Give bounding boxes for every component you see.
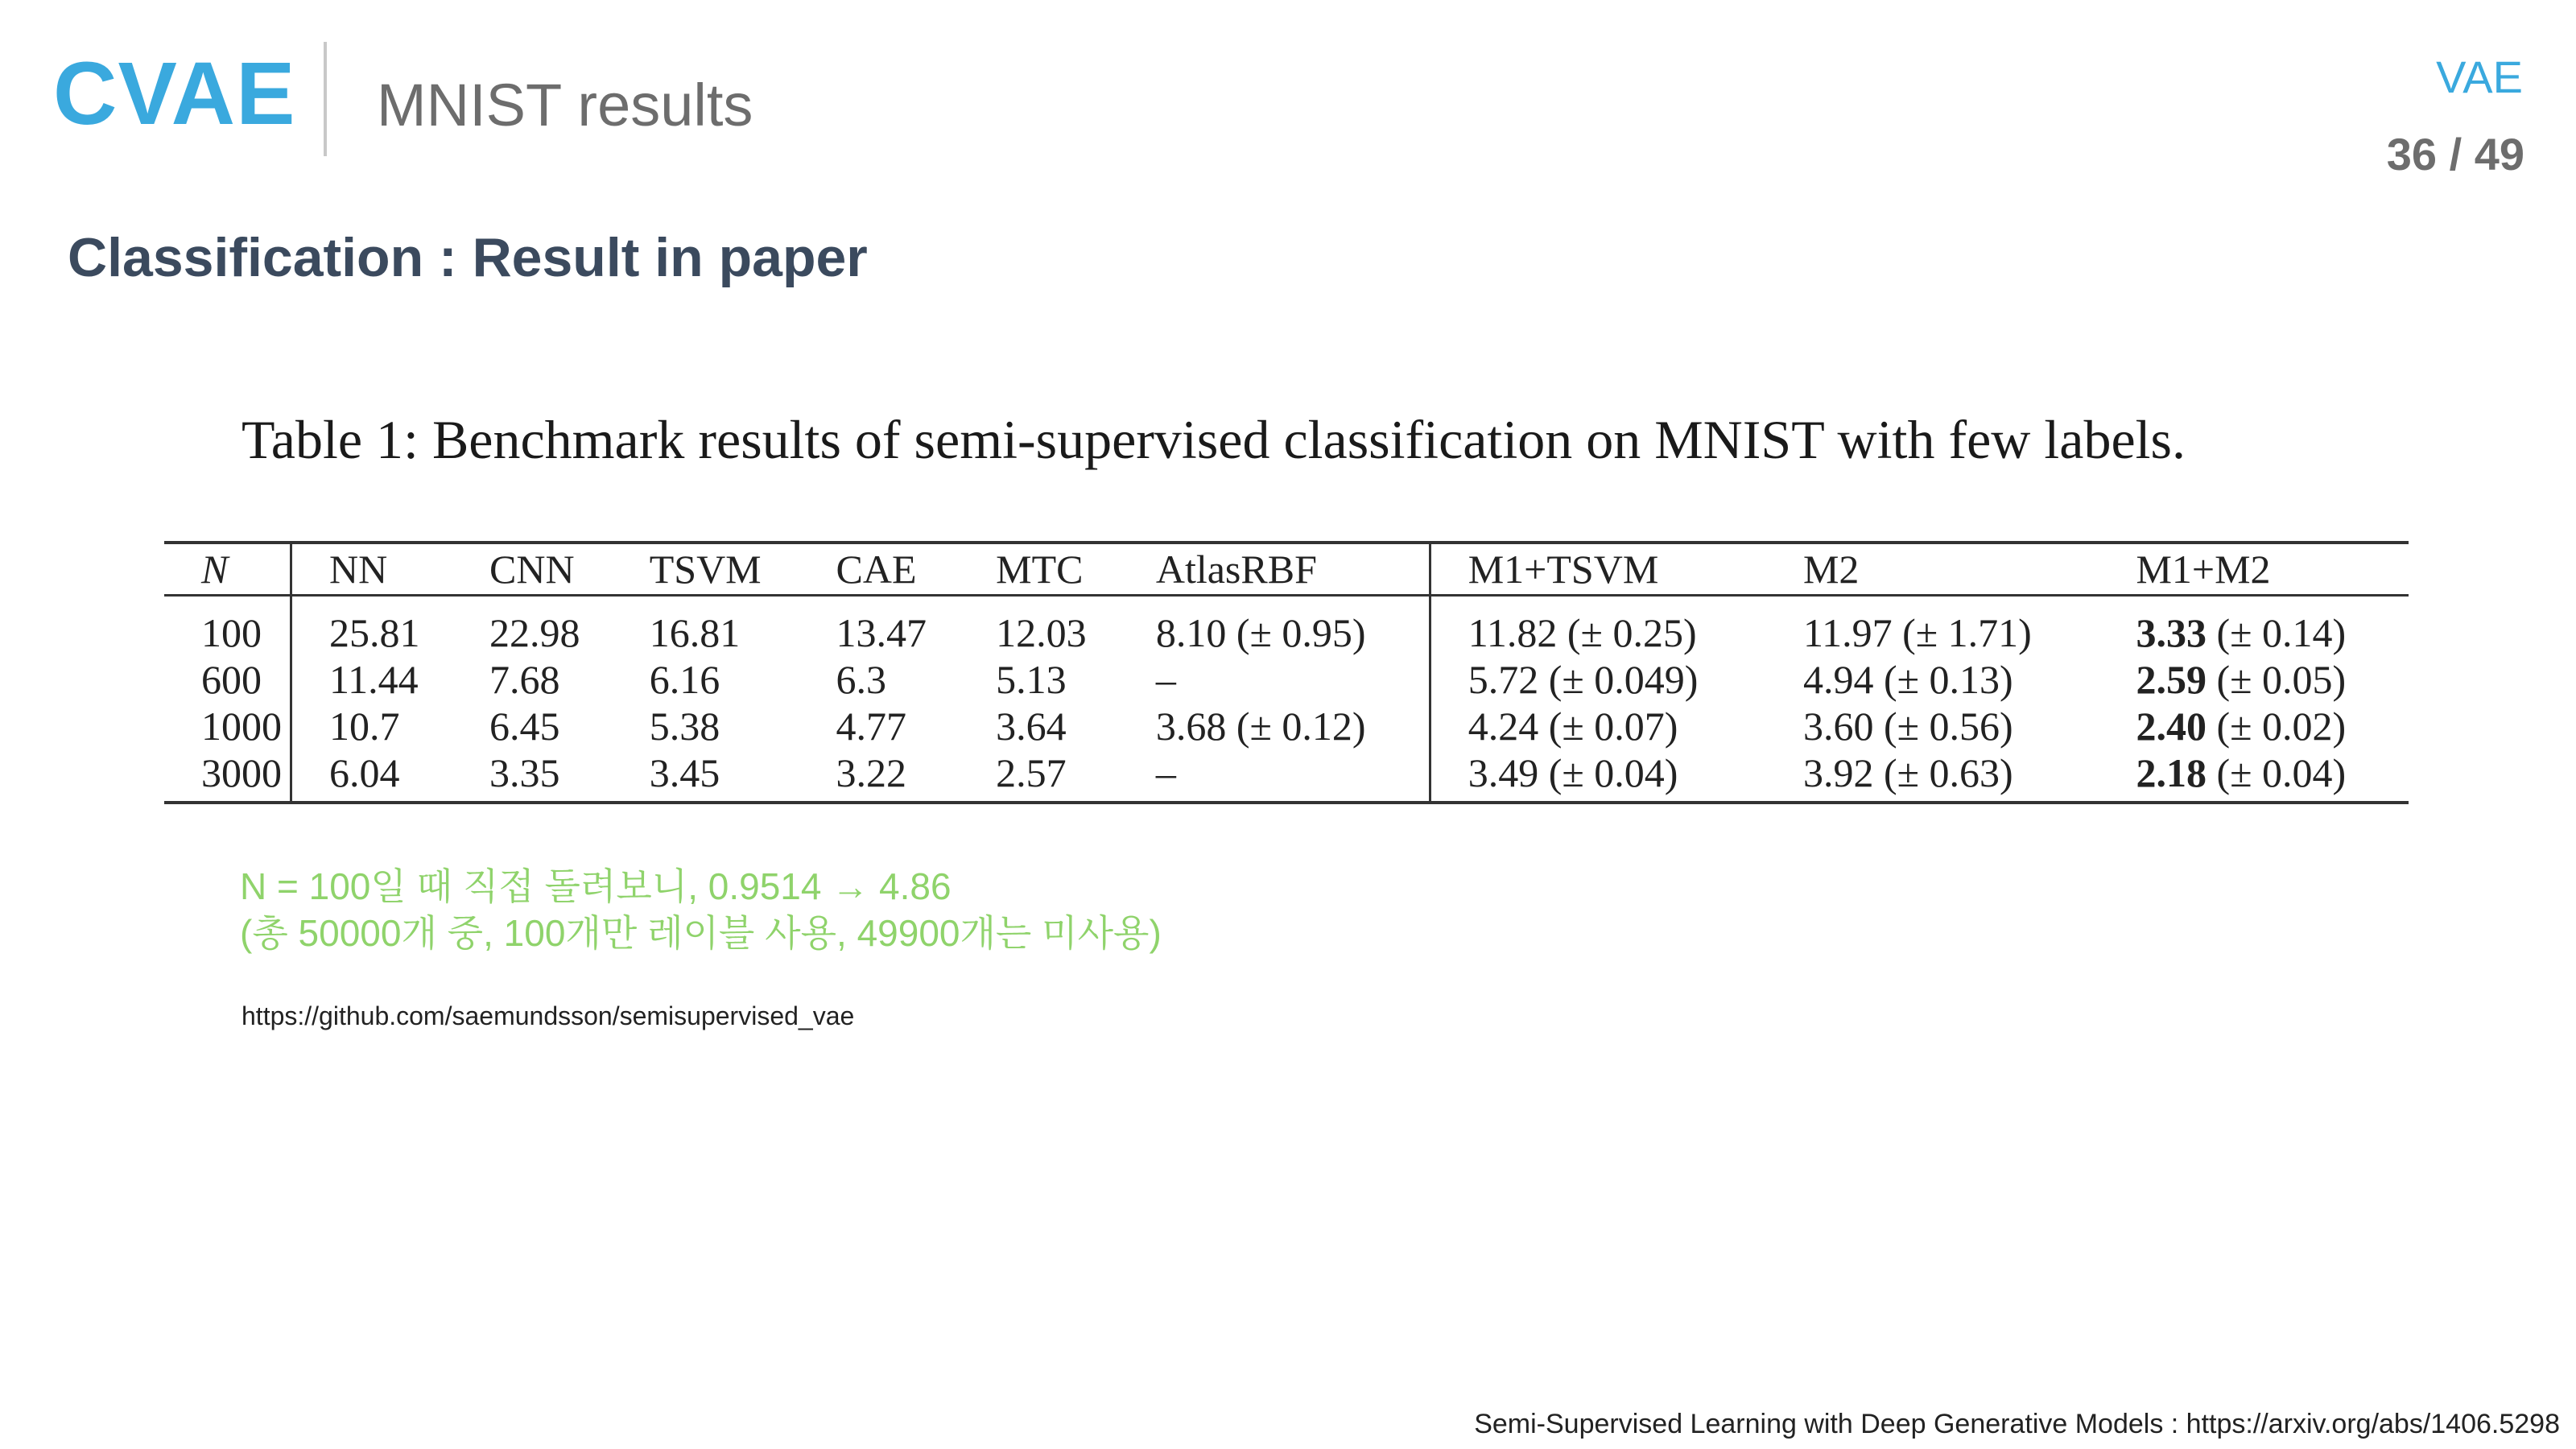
brand-title: CVAE <box>53 44 296 143</box>
paper-reference[interactable]: Semi-Supervised Learning with Deep Generative Models : https://arxiv.org/abs/1406.5298 <box>1474 1409 2560 1439</box>
title-divider <box>324 42 327 156</box>
table-row <box>164 596 2409 657</box>
experiment-note-detail: (총 50000개 중, 100개만 레이블 사용, 49900개는 미사용) <box>240 912 1162 954</box>
column-header: CAE <box>799 543 960 596</box>
column-header: M2 <box>1766 543 2099 596</box>
table-cell-best <box>2099 703 2409 749</box>
column-header: MTC <box>959 543 1119 596</box>
column-header: NN <box>291 543 453 596</box>
table-cell: 5.13 <box>996 657 1067 702</box>
table-cell: 3.92 (± 0.63) <box>1802 750 2013 795</box>
table-cell: 3.45 <box>649 750 720 795</box>
table-row <box>164 749 2409 803</box>
table-cell: 6.45 <box>489 704 560 749</box>
table-cell: 3.49 (± 0.04) <box>1430 749 1766 803</box>
table-cell: 16.81 <box>649 610 741 655</box>
table-cell: 22.98 <box>489 610 580 655</box>
table-cell: 100 <box>164 596 291 657</box>
table-cell-best <box>2099 596 2409 657</box>
table-cell: 3.35 <box>489 750 560 795</box>
table-cell: 5.72 (± 0.049) <box>1430 656 1766 703</box>
column-header: AtlasRBF <box>1119 543 1430 596</box>
repo-link[interactable]: https://github.com/saemundsson/semisupervised_vae <box>242 1001 855 1030</box>
table-cell: – <box>1155 750 1176 795</box>
table-cell: 11.82 (± 0.25) <box>1430 596 1766 657</box>
best-value: 3.33 <box>2136 610 2207 655</box>
column-header: M1+TSVM <box>1430 543 1766 596</box>
table-cell-best <box>2099 749 2409 803</box>
page-number: 36 / 49 <box>2386 129 2524 180</box>
table-cell: 6.16 <box>649 657 720 702</box>
table-cell: 6.3 <box>836 657 886 702</box>
column-header: N <box>164 543 291 596</box>
table-caption: Table 1: Benchmark results of semi-supervised classification on MNIST with few labels. <box>242 409 2186 470</box>
section-tag: VAE <box>2436 52 2523 102</box>
table-cell: 3000 <box>164 749 291 803</box>
section-subtitle: Classification : Result in paper <box>68 227 868 288</box>
table-cell: 4.77 <box>836 704 906 749</box>
table-cell: 6.04 <box>329 750 400 795</box>
header-double-rule <box>164 594 2409 597</box>
table-cell: 600 <box>164 656 291 703</box>
experiment-note: N = 100일 때 직접 돌려보니, 0.9514 → 4.86 <box>240 865 952 907</box>
table-cell: 1000 <box>164 703 291 749</box>
table-cell: 2.57 <box>996 750 1067 795</box>
table-cell: 25.81 <box>329 610 420 655</box>
table-row <box>164 703 2409 749</box>
std-value: (± 0.04) <box>2216 750 2347 795</box>
table-cell: 11.97 (± 1.71) <box>1802 610 2032 655</box>
table-cell: 3.60 (± 0.56) <box>1802 704 2013 749</box>
table-cell: 13.47 <box>836 610 927 655</box>
best-value: 2.40 <box>2136 704 2207 749</box>
table-cell: 11.44 <box>329 657 419 702</box>
table-cell: 3.68 (± 0.12) <box>1155 704 1366 749</box>
std-value: (± 0.14) <box>2216 610 2347 655</box>
column-header: TSVM <box>613 543 799 596</box>
table-header-row <box>164 543 2409 596</box>
table-cell: 3.22 <box>836 750 906 795</box>
column-header: CNN <box>452 543 613 596</box>
table-cell: 10.7 <box>329 704 400 749</box>
slide-title: MNIST results <box>377 72 753 138</box>
results-table <box>164 541 2409 804</box>
table-cell: 7.68 <box>489 657 560 702</box>
table-cell: 8.10 (± 0.95) <box>1155 610 1366 655</box>
std-value: (± 0.02) <box>2216 704 2347 749</box>
table-cell: 3.64 <box>996 704 1067 749</box>
column-header: M1+M2 <box>2099 543 2409 596</box>
table-cell-best <box>2099 656 2409 703</box>
table-cell: 12.03 <box>996 610 1087 655</box>
std-value: (± 0.05) <box>2216 657 2347 702</box>
table-row <box>164 656 2409 703</box>
best-value: 2.18 <box>2136 750 2207 795</box>
table-cell: 4.94 (± 0.13) <box>1802 657 2013 702</box>
table-cell: 4.24 (± 0.07) <box>1430 703 1766 749</box>
table-cell: 5.38 <box>649 704 720 749</box>
table-cell: – <box>1155 657 1176 702</box>
best-value: 2.59 <box>2136 657 2207 702</box>
